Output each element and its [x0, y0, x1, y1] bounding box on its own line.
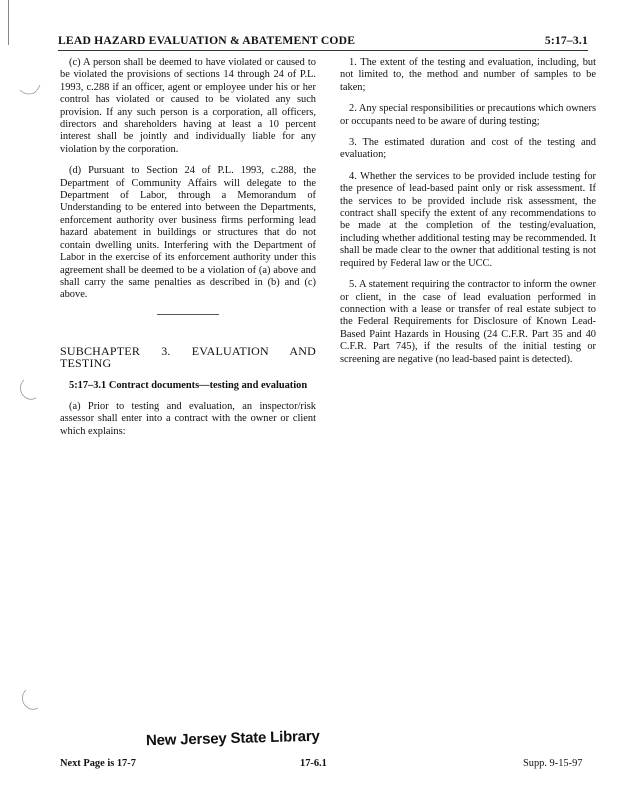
- header-title: LEAD HAZARD EVALUATION & ABATEMENT CODE: [58, 34, 356, 47]
- section-divider: [157, 314, 219, 315]
- left-column: [60, 57, 316, 447]
- section-title: Contract documents—testing and evaluation: [108, 379, 308, 391]
- footer-page-number: 17-6.1: [300, 758, 327, 769]
- margin-hole-marks: [0, 0, 60, 800]
- header-section-number: 5:17–3.1: [544, 34, 588, 47]
- section-heading: [60, 380, 316, 392]
- footer-next-page: Next Page is 17-7: [60, 758, 136, 769]
- list-item-1: 1. The extent of the testing and evaluation, including, but not limited to, the method and number of samples to be taken;: [340, 57, 596, 93]
- list-item-4: 4. Whether the services to be provided include testing for the presence of lead-based paint only or risk assessment. If the services to be provided include risk assessment, the contract shall specify the extent of any recommendations to be made at the completion of the testing/evaluation, including whether additional testing may be recommended. It shall be made clear to the owner that additional testing is not required by Federal law or the UCC.: [340, 170, 596, 269]
- paragraph-d: (d) Pursuant to Section 24 of P.L. 1993, c.288, the Department of Community Affairs will delegate to the Department of Labor, through a Memorandum of Understanding to be entered into between the Departments, enforcement authority over business firms performing lead hazard abatement in buildings or structures that do not contain dwelling units. Interfering with the Department of Labor in the exercise of its enforcement authority under this agreement shall be deemed to be a violation of (a) above and shall carry the same penalties as described in (b) and (c) above.: [60, 165, 316, 301]
- paragraph-a: (a) Prior to testing and evaluation, an inspector/risk assessor shall enter into a contract with the owner or client which explains:: [60, 400, 316, 437]
- subchapter-heading: SUBCHAPTER 3. EVALUATION AND TESTING: [60, 343, 316, 371]
- list-item-2: 2. Any special responsibilities or precautions which owners or occupants need to be aware of during testing;: [340, 103, 597, 127]
- list-item-5: 5. A statement requiring the contractor to inform the owner or client, in the case of lead evaluation performed in connection with a lease or transfer of real estate subject to the Federal Requirements for Disclosure of Known Lead-Based Paint Hazards in Housing (24 C.F.R. Part 35 and 40 C.F.R. Part 745), if the results of the initial testing or screening are negative (no lead-based paint is detected).: [340, 279, 596, 365]
- paragraph-c: (c) A person shall be deemed to have violated or caused to be violated the provisions of sections 14 through 24 of P.L. 1993, c.288 if an officer, agent or employee under his or her control has violated or caused to be violated any such provision. If any such person is a corporation, all officers, directors and shareholders having at least a 10 percent interest shall be jointly and individually liable for any violation by the corporation.: [60, 57, 316, 155]
- footer-supplement-date: Supp. 9-15-97: [523, 758, 583, 769]
- header-rule: [58, 50, 588, 51]
- section-number: 5:17–3.1: [69, 379, 107, 391]
- margin-mark-2: [20, 380, 36, 399]
- margin-mark-1: [20, 85, 40, 94]
- library-stamp: New Jersey State Library: [145, 727, 320, 750]
- right-column: [340, 57, 596, 375]
- margin-mark-3: [22, 690, 38, 709]
- list-item-3: 3. The estimated duration and cost of the testing and evaluation;: [340, 137, 596, 161]
